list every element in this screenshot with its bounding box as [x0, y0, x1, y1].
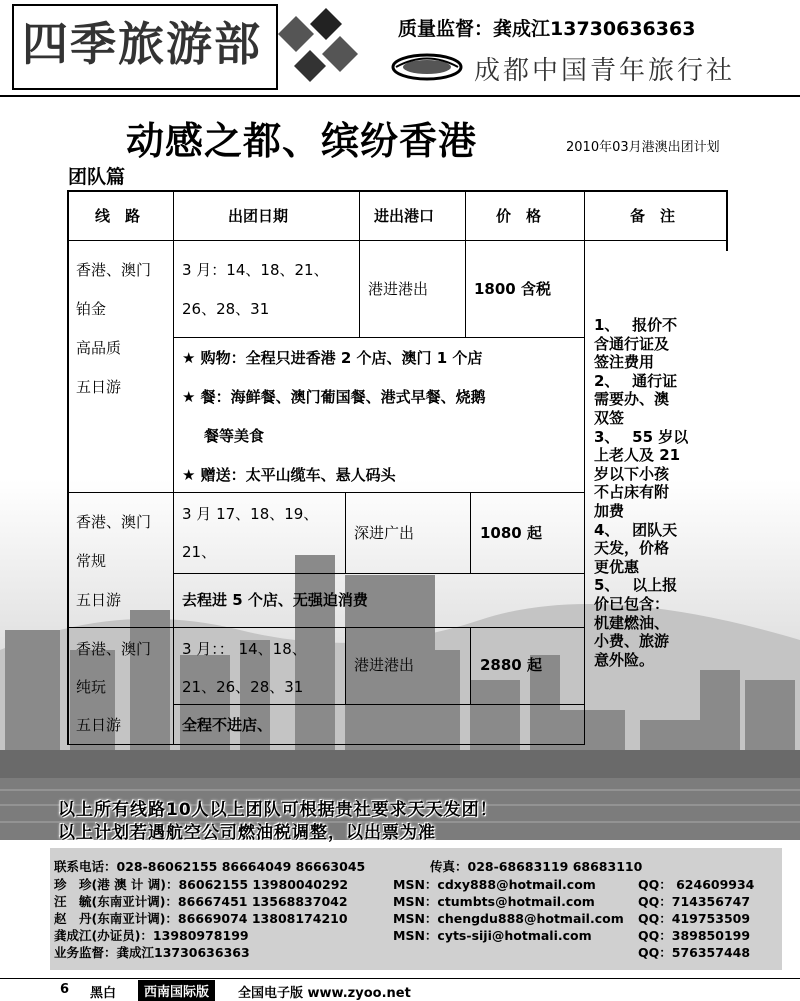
- header-port: 进出港口: [374, 207, 435, 225]
- contact-msn-1: MSN：cdxy888@hotmail.com: [393, 877, 596, 892]
- remark-line: 加费: [594, 501, 625, 520]
- route-2-name-line-1: 香港、澳门: [76, 513, 152, 531]
- page-number: 6: [60, 982, 70, 997]
- remark-line: 2、 通行证: [594, 371, 678, 390]
- remarks-list: [594, 316, 724, 669]
- route-2-name-line-2: 常规: [76, 552, 107, 570]
- route-2-price: 1080 起: [480, 524, 542, 542]
- contact-msn-2: MSN：ctumbts@hotmail.com: [393, 894, 595, 909]
- contact-qq-1: QQ： 624609934: [638, 877, 755, 892]
- quality-supervisor: 质量监督：龚成江13730636363: [398, 18, 696, 40]
- color-mode: 黑白: [90, 986, 117, 1001]
- contact-msn-4: MSN：cyts-siji@hotmali.com: [393, 928, 592, 943]
- contact-qq-4: QQ：389850199: [638, 928, 751, 943]
- header-date: 出团日期: [228, 207, 289, 225]
- route-1-feature-gift: ★ 赠送：太平山缆车、悬人码头: [182, 466, 396, 484]
- brand-name: 四季旅游部: [22, 17, 262, 71]
- remark-line: 含通行证及: [594, 334, 670, 353]
- notice-daily-departure: 以上所有线路10人以上团队可根据贵社要求天天发团！: [58, 800, 498, 820]
- remark-line: 4、 团队天: [594, 520, 678, 539]
- route-3-port: 港进港出: [354, 656, 415, 674]
- route-1-feature-meals-cont: 餐等美食: [204, 427, 265, 445]
- route-2-port: 深进广出: [354, 524, 415, 542]
- contact-qq-3: QQ：419753509: [638, 911, 751, 926]
- header-price: 价 格: [496, 207, 542, 225]
- route-1-dates-line-2: 26、28、31: [182, 300, 270, 318]
- route-1-name-line-2: 铂金: [76, 300, 107, 318]
- route-3-name-line-1: 香港、澳门: [76, 640, 152, 658]
- remark-line: 双签: [594, 408, 625, 427]
- header-route: 线 路: [95, 207, 141, 225]
- section-title: 团队篇: [68, 166, 126, 188]
- remark-line: 意外险。: [594, 650, 655, 669]
- route-1-dates-line-1: 3 月：14、18、21、: [182, 261, 329, 279]
- site-url: 全国电子版 www.zyoo.net: [238, 986, 411, 1001]
- route-3-dates-line-1: 3 月：： 14、18、: [182, 640, 307, 658]
- main-title: 动感之都、缤纷香港: [126, 118, 478, 163]
- remark-line: 岁以下小孩: [594, 464, 670, 483]
- contact-phone: 联系电话：028-86062155 86664049 86663045: [54, 859, 366, 874]
- contact-person-4: 龚成江(办证员)：13980978199: [54, 928, 249, 943]
- route-3-name-line-3: 五日游: [76, 716, 122, 734]
- remark-line: 小费、旅游: [594, 632, 670, 651]
- route-1-name-line-3: 高品质: [76, 339, 122, 357]
- remark-line: 5、 以上报: [594, 576, 678, 595]
- remark-line: 不占床有附: [594, 483, 670, 502]
- notice-fuel-tax: 以上计划若遇航空公司燃油税调整，以出票为准: [58, 823, 436, 843]
- route-3-price: 2880 起: [480, 656, 542, 674]
- contact-msn-3: MSN：chengdu888@hotmail.com: [393, 911, 624, 926]
- route-1-name-line-4: 五日游: [76, 378, 122, 396]
- agency-name: 成都中国青年旅行社: [474, 56, 736, 86]
- remark-line: 更优惠: [594, 557, 640, 576]
- route-2-name-line-3: 五日游: [76, 591, 122, 609]
- contact-qq-5: QQ：576357448: [638, 945, 751, 960]
- plan-subtitle: 2010年03月港澳出团计划: [566, 140, 720, 155]
- route-2-dates-line-2: 21、: [182, 543, 217, 561]
- contact-person-3: 赵 丹(东南亚计调)：86669074 13808174210: [54, 911, 348, 926]
- route-1-port: 港进港出: [368, 280, 429, 298]
- route-2-feature: 去程进 5 个店、无强迫消费: [182, 591, 368, 609]
- header-remarks: 备 注: [630, 207, 676, 225]
- remark-line: 需要办、澳: [594, 390, 670, 409]
- remark-line: 价已包含：: [594, 594, 670, 613]
- agency-logo-icon: [390, 52, 464, 82]
- route-2-dates-line-1: 3 月 17、18、19、: [182, 505, 319, 523]
- contact-fax: 传真：028-68683119 68683110: [430, 859, 643, 874]
- remark-line: 1、 报价不: [594, 316, 678, 334]
- contact-person-2: 汪 毓(东南亚计调)：86667451 13568837042: [54, 894, 348, 909]
- route-3-dates-line-2: 21、26、28、31: [182, 678, 304, 696]
- remark-line: 天发，价格: [594, 539, 670, 558]
- route-1-name-line-1: 香港、澳门: [76, 261, 152, 279]
- route-3-feature: 全程不进店、: [182, 716, 273, 734]
- remark-line: 机建燃油、: [594, 613, 670, 632]
- route-1-price: 1800 含税: [474, 280, 551, 298]
- contact-qq-2: QQ：714356747: [638, 894, 751, 909]
- contact-person-1: 珍 珍(港 澳 计 调)：86062155 13980040292: [54, 877, 349, 892]
- route-1-feature-meals: ★ 餐：海鲜餐、澳门葡国餐、港式早餐、烧鹅: [182, 388, 486, 406]
- diamond-logo-icon: [276, 6, 360, 86]
- route-1-feature-shopping: ★ 购物：全程只进香港 2 个店、澳门 1 个店: [182, 349, 483, 367]
- remark-line: 上老人及 21: [594, 446, 681, 465]
- route-3-name-line-2: 纯玩: [76, 678, 107, 696]
- contact-person-5: 业务监督：龚成江13730636363: [54, 945, 250, 960]
- remark-line: 签注费用: [594, 353, 655, 372]
- edition-label: 西南国际版: [138, 980, 215, 1001]
- remark-line: 3、 55 岁以: [594, 427, 689, 446]
